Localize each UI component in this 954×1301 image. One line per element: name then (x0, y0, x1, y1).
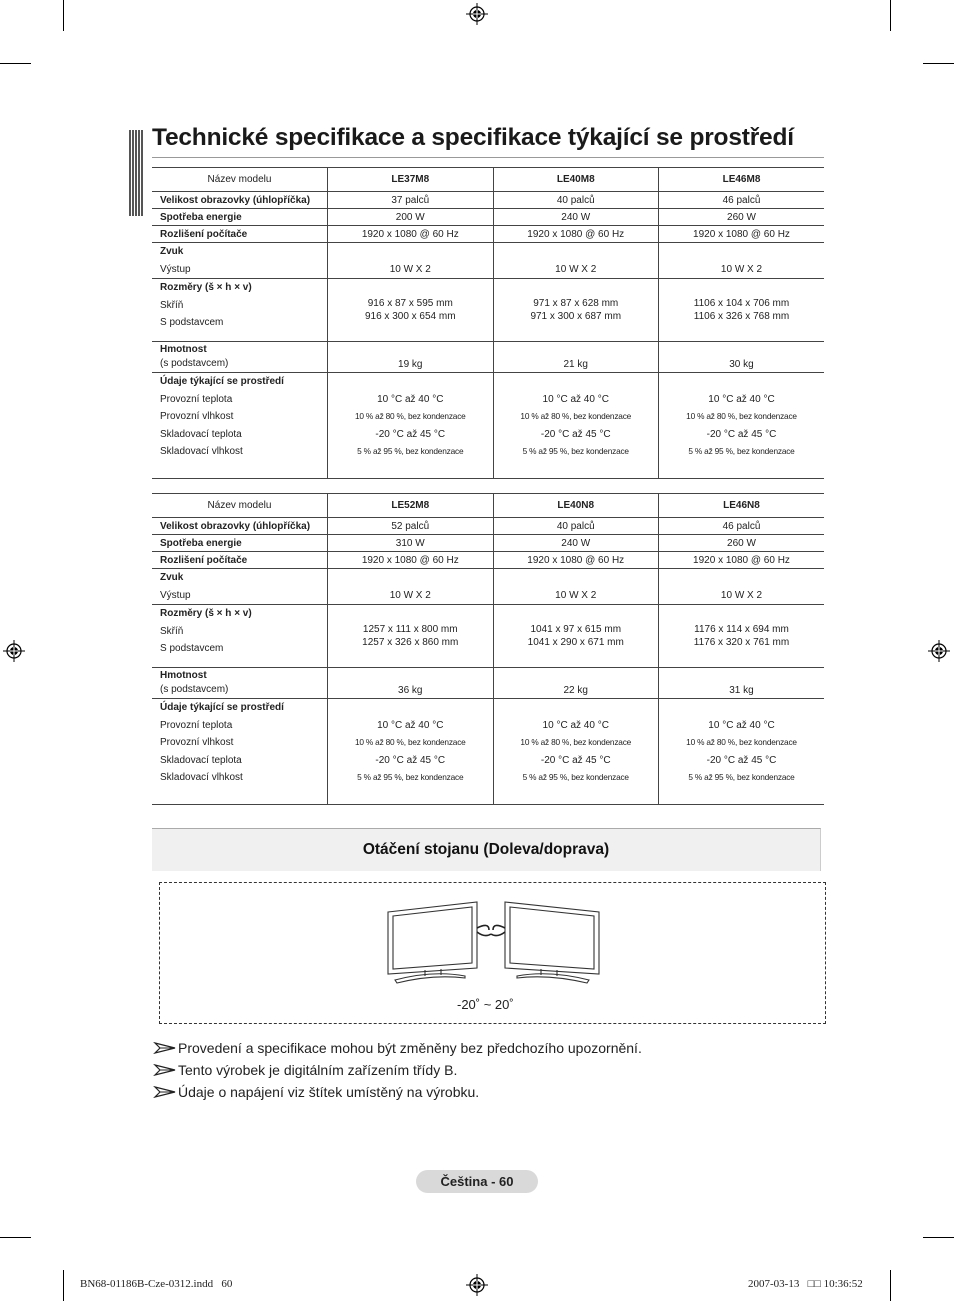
crop-mark (923, 63, 954, 64)
cell: 1920 x 1080 @ 60 Hz (658, 552, 824, 569)
divider (152, 157, 824, 158)
page-number-badge: Čeština - 60 (416, 1170, 538, 1193)
cell: 1257 x 111 x 800 mm (362, 624, 458, 635)
row-sublabel: Provozní vlhkost (160, 411, 234, 422)
cell: 10 °C až 40 °C (708, 719, 775, 731)
crop-mark (0, 63, 31, 64)
model-name: LE37M8 (328, 168, 493, 192)
row-label: Spotřeba energie (160, 537, 242, 549)
table-row (152, 279, 824, 342)
cell: 36 kg (398, 685, 423, 696)
cell: 200 W (328, 209, 493, 226)
cell: 37 palců (328, 192, 493, 209)
cell: -20 °C až 45 °C (706, 754, 777, 766)
cell: 40 palců (493, 192, 658, 209)
cell: 1176 x 320 x 761 mm (693, 637, 790, 648)
cell: 10 °C až 40 °C (708, 393, 775, 405)
row-label: Rozměry (š × h × v) (160, 608, 252, 619)
row-sublabel: Skladovací teplota (160, 428, 242, 440)
cell: 10 W X 2 (555, 589, 597, 601)
footer-timestamp: 2007-03-13 □□ 10:36:52 (748, 1278, 863, 1290)
cell: 260 W (658, 209, 824, 226)
cell: 1920 x 1080 @ 60 Hz (493, 552, 658, 569)
footer-file-name: BN68-01186B-Cze-0312.indd 60 (80, 1278, 233, 1290)
cell: 260 W (658, 535, 824, 552)
cell: 10 W X 2 (555, 263, 597, 275)
cell: 5 % až 95 %, bez kondenzace (688, 772, 795, 782)
row-sublabel: Provozní vlhkost (160, 737, 234, 748)
cell: 10 % až 80 %, bez kondenzace (520, 411, 632, 421)
cell: 916 x 87 x 595 mm (367, 298, 453, 309)
tv-rotation-illustration (385, 898, 605, 988)
cell: 1257 x 326 x 860 mm (362, 637, 459, 648)
table-header-row (152, 494, 824, 518)
cell: 30 kg (729, 359, 754, 370)
registration-mark-icon (3, 640, 25, 662)
row-label: Údaje týkající se prostředí (160, 702, 284, 713)
cell: 1041 x 97 x 615 mm (530, 624, 622, 635)
row-sublabel: Provozní teplota (160, 393, 233, 405)
page-title: Technické specifikace a specifikace týkající se prostředí (152, 124, 794, 151)
row-label: Zvuk (160, 572, 184, 583)
rotation-angle-caption: -20˚ ~ 20˚ (457, 997, 514, 1012)
cell: 5 % až 95 %, bez kondenzace (357, 772, 464, 782)
row-sublabel: Provozní teplota (160, 719, 233, 731)
row-sublabel: Skladovací teplota (160, 754, 242, 766)
table-row (152, 569, 824, 605)
cell: 10 W X 2 (389, 263, 431, 275)
model-name: LE46N8 (658, 494, 824, 518)
cell: 40 palců (493, 518, 658, 535)
notes-list (152, 1037, 642, 1103)
cell: 310 W (328, 535, 493, 552)
list-item (152, 1081, 642, 1103)
cell: 10 °C až 40 °C (377, 719, 444, 731)
pointer-arrow-icon (152, 1086, 178, 1098)
row-sublabel: (s podstavcem) (160, 358, 229, 369)
row-sublabel: S podstavcem (160, 317, 224, 328)
cell: 5 % až 95 %, bez kondenzace (688, 446, 795, 456)
cell: 240 W (493, 535, 658, 552)
tv-left-icon (388, 902, 477, 983)
table-row (152, 373, 824, 479)
row-sublabel: Skříň (160, 625, 184, 637)
table-row (152, 552, 824, 569)
model-label: Název modelu (207, 174, 272, 185)
cell: 971 x 87 x 628 mm (533, 298, 619, 309)
table-header-row (152, 168, 824, 192)
table-row (152, 243, 824, 279)
row-sublabel: Skladovací vlhkost (160, 446, 243, 457)
table-row (152, 699, 824, 805)
spec-table-1 (152, 167, 824, 479)
cell: 1176 x 114 x 694 mm (694, 624, 789, 635)
crop-mark (890, 1270, 891, 1301)
cell: 10 % až 80 %, bez kondenzace (686, 411, 797, 421)
cell: 1920 x 1080 @ 60 Hz (493, 226, 658, 243)
section-heading: Otáčení stojanu (Doleva/doprava) (362, 841, 610, 858)
pointer-arrow-icon (152, 1064, 178, 1076)
registration-mark-icon (466, 1274, 488, 1296)
cell: 10 % až 80 %, bez kondenzace (354, 411, 466, 421)
table-row (152, 605, 824, 668)
note-text: Provedení a specifikace mohou být změněny bez předchozího upozornění. (178, 1040, 642, 1056)
crop-mark (63, 0, 64, 31)
cell: 1106 x 104 x 706 mm (693, 298, 790, 309)
cell: 916 x 300 x 654 mm (364, 311, 456, 322)
row-label: Údaje týkající se prostředí (160, 376, 284, 387)
pointer-arrow-icon (152, 1042, 178, 1054)
rotation-arrow-icon (477, 925, 505, 935)
row-label: Spotřeba energie (160, 211, 242, 223)
cell: 10 W X 2 (389, 589, 431, 601)
cell: 10 °C až 40 °C (377, 393, 444, 405)
row-sublabel: Výstup (160, 263, 191, 275)
note-text: Tento výrobek je digitálním zařízením třídy B. (178, 1062, 458, 1078)
cell: 971 x 300 x 687 mm (530, 311, 622, 322)
table-row (152, 226, 824, 243)
model-name: LE40M8 (493, 168, 658, 192)
cell: -20 °C až 45 °C (375, 428, 446, 440)
cell: 240 W (493, 209, 658, 226)
row-label: Velikost obrazovky (úhlopříčka) (160, 194, 311, 206)
list-item (152, 1037, 642, 1059)
model-label: Název modelu (207, 500, 272, 511)
row-label: Rozměry (š × h × v) (160, 282, 252, 293)
cell: 21 kg (563, 359, 588, 370)
cell: 10 % až 80 %, bez kondenzace (686, 737, 797, 747)
table-row (152, 535, 824, 552)
cell: -20 °C až 45 °C (540, 428, 611, 440)
cell: -20 °C až 45 °C (375, 754, 446, 766)
row-sublabel: Výstup (160, 589, 191, 601)
table-row (152, 192, 824, 209)
cell: 19 kg (398, 359, 423, 370)
tv-right-icon (505, 902, 599, 983)
table-row (152, 668, 824, 699)
crop-mark (0, 1237, 31, 1238)
model-name: LE52M8 (328, 494, 493, 518)
table-row (152, 209, 824, 226)
row-label: Hmotnost (160, 344, 207, 355)
registration-mark-icon (928, 640, 950, 662)
cell: 1920 x 1080 @ 60 Hz (328, 226, 493, 243)
cell: 5 % až 95 %, bez kondenzace (357, 446, 464, 456)
cell: 10 % až 80 %, bez kondenzace (520, 737, 632, 747)
row-sublabel: Skříň (160, 299, 184, 311)
row-sublabel: Skladovací vlhkost (160, 772, 243, 783)
row-label: Zvuk (160, 246, 184, 257)
model-name: LE40N8 (493, 494, 658, 518)
row-label: Hmotnost (160, 670, 207, 681)
cell: 46 palců (658, 192, 824, 209)
cell: -20 °C až 45 °C (540, 754, 611, 766)
registration-mark-icon (466, 3, 488, 25)
list-item (152, 1059, 642, 1081)
cell: 1041 x 290 x 671 mm (527, 637, 624, 648)
cell: 10 W X 2 (720, 263, 763, 275)
cell: 22 kg (563, 685, 588, 696)
cell: 52 palců (328, 518, 493, 535)
cell: 1920 x 1080 @ 60 Hz (658, 226, 824, 243)
crop-mark (890, 0, 891, 31)
spec-table-2 (152, 493, 824, 805)
section-heading-band (152, 828, 821, 871)
cell: 5 % až 95 %, bez kondenzace (522, 772, 629, 782)
cell: 10 % až 80 %, bez kondenzace (354, 737, 466, 747)
cell: 1920 x 1080 @ 60 Hz (328, 552, 493, 569)
note-text: Údaje o napájení viz štítek umístěný na výrobku. (178, 1084, 480, 1100)
cell: 10 W X 2 (720, 589, 763, 601)
cell: 31 kg (729, 685, 754, 696)
cell: 46 palců (658, 518, 824, 535)
model-name: LE46M8 (658, 168, 824, 192)
row-label: Rozlišení počítače (160, 228, 248, 240)
title-decoration-bar (129, 130, 143, 216)
row-sublabel: S podstavcem (160, 643, 224, 654)
crop-mark (923, 1237, 954, 1238)
table-row (152, 342, 824, 373)
cell: -20 °C až 45 °C (706, 428, 777, 440)
table-row (152, 518, 824, 535)
cell: 10 °C až 40 °C (542, 393, 609, 405)
row-sublabel: (s podstavcem) (160, 684, 229, 695)
row-label: Velikost obrazovky (úhlopříčka) (160, 520, 311, 532)
cell: 10 °C až 40 °C (542, 719, 609, 731)
row-label: Rozlišení počítače (160, 554, 248, 566)
crop-mark (63, 1270, 64, 1301)
cell: 1106 x 326 x 768 mm (693, 311, 790, 322)
cell: 5 % až 95 %, bez kondenzace (522, 446, 629, 456)
